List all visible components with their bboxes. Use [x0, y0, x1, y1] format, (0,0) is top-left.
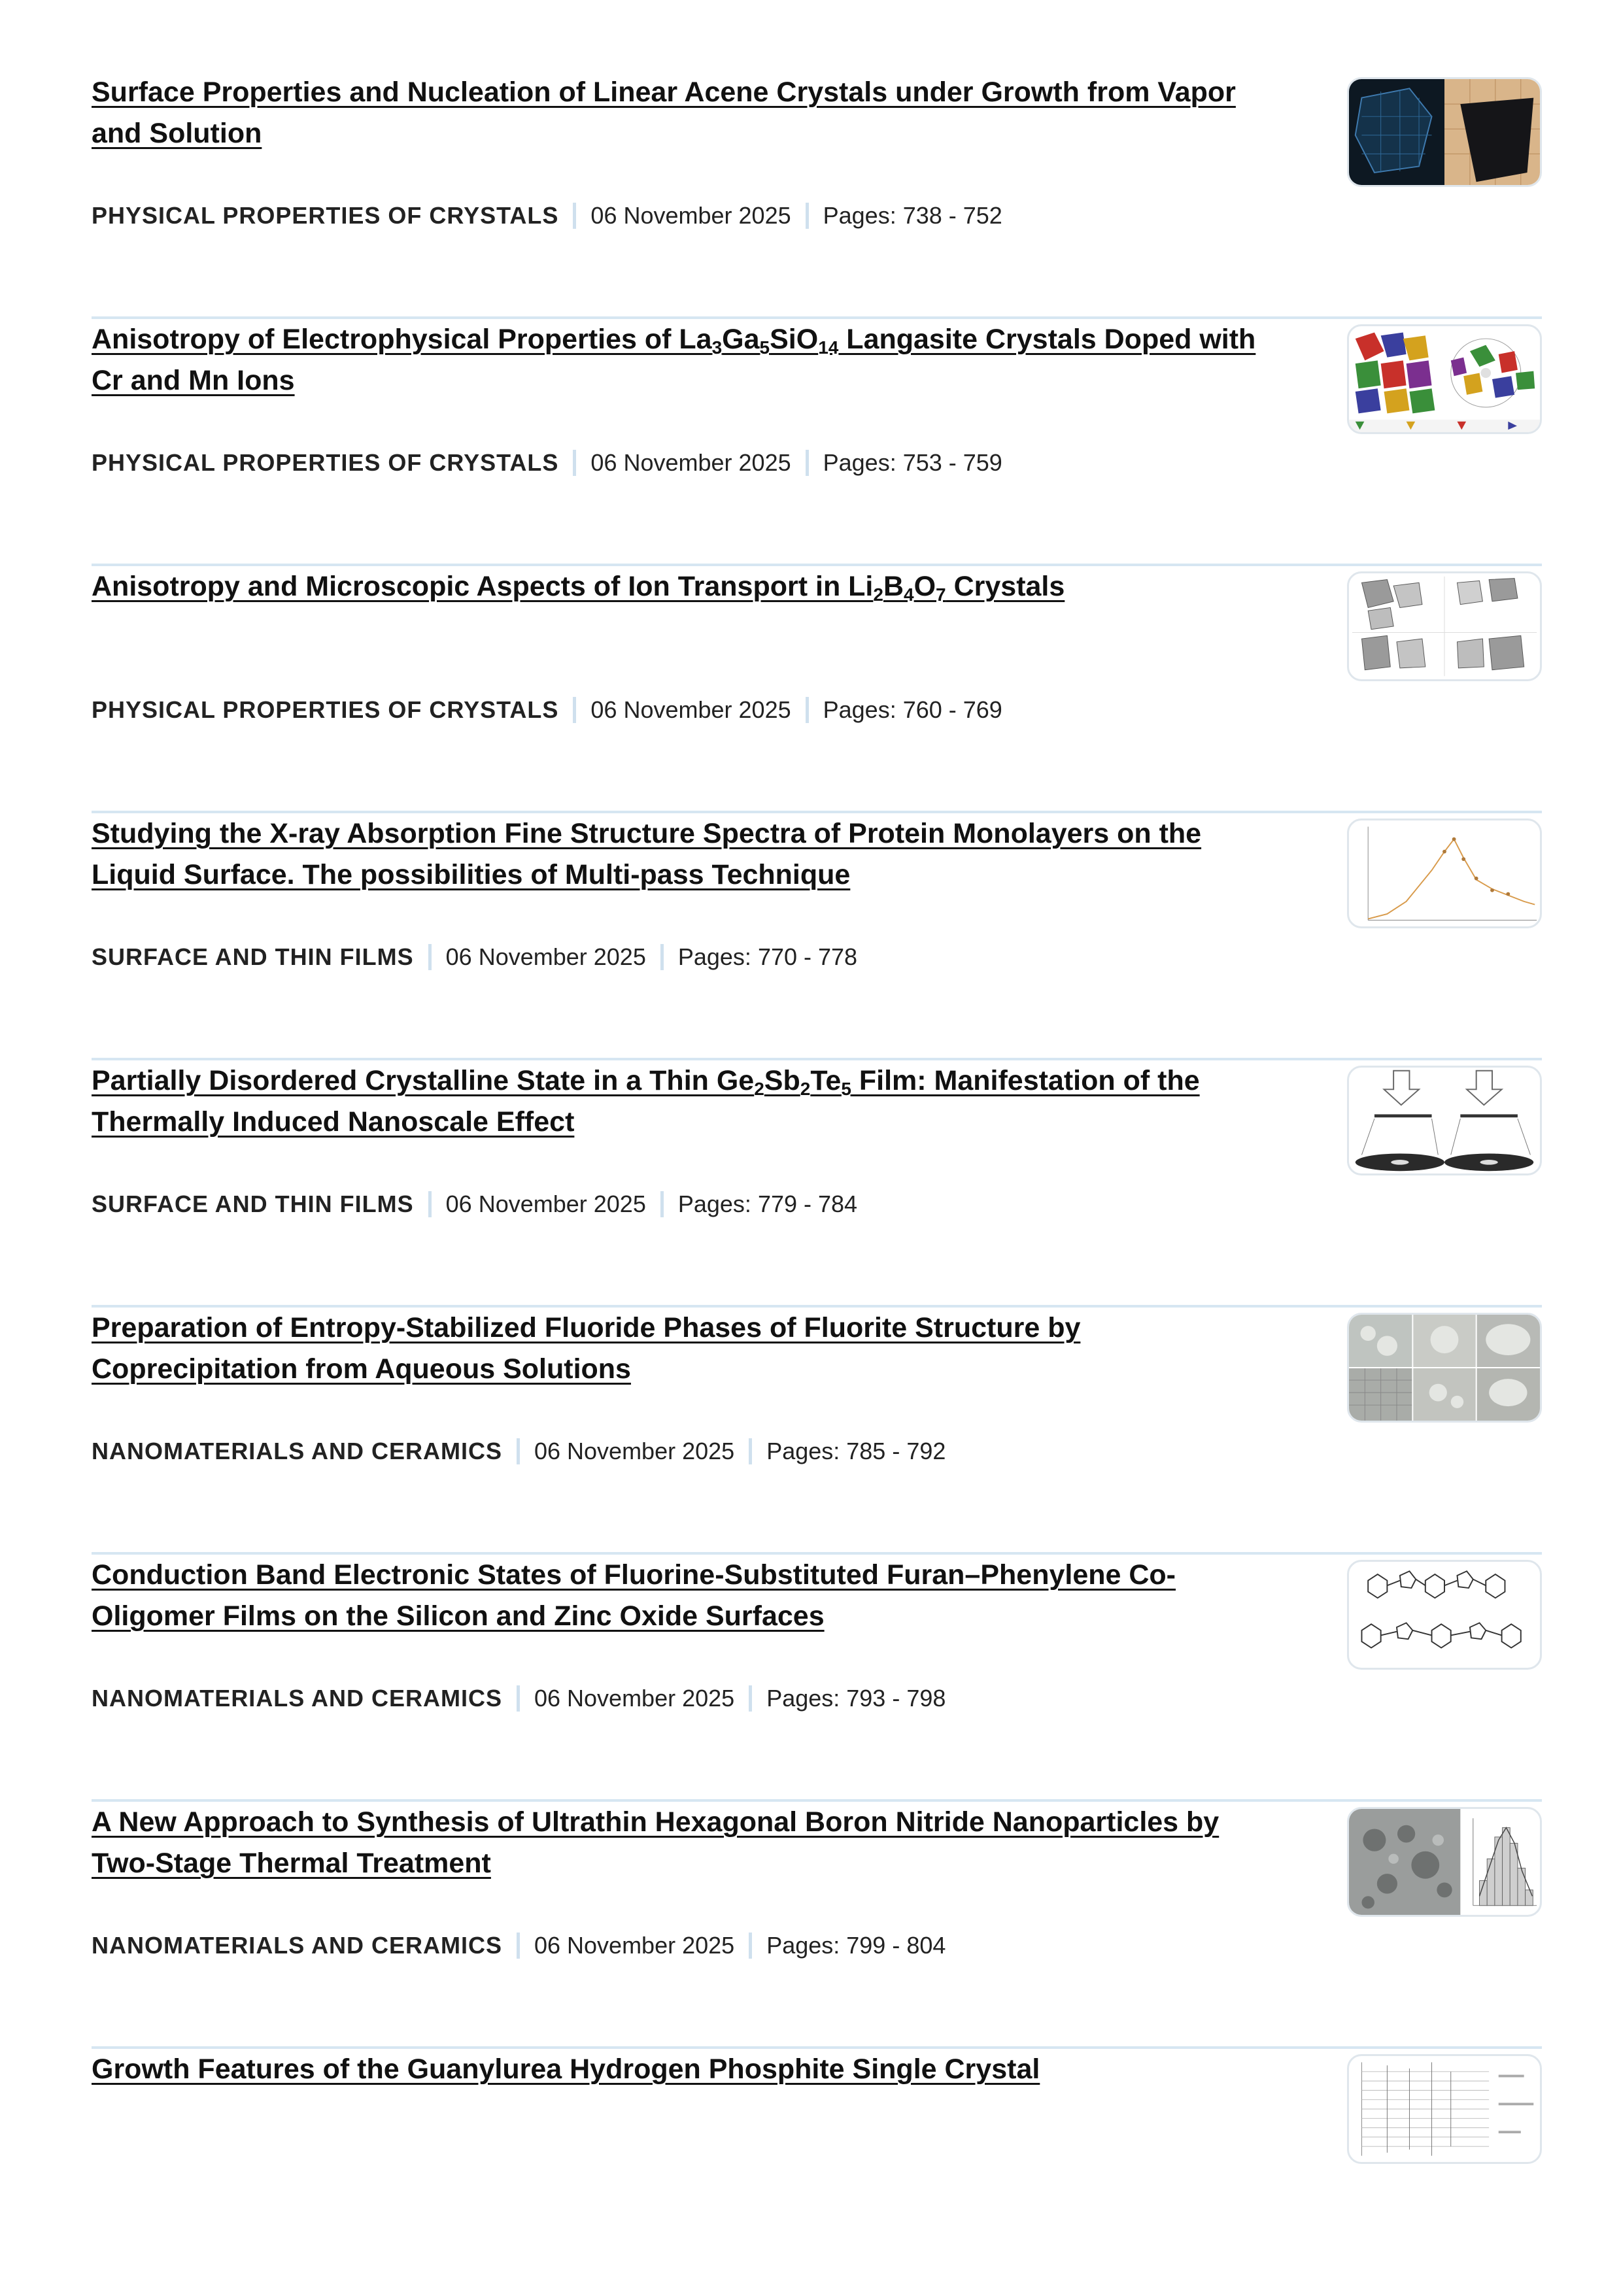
meta-divider — [806, 450, 809, 476]
article-list — [92, 72, 1542, 2296]
article-category[interactable]: NANOMATERIALS AND CERAMICS — [92, 1685, 502, 1712]
article-item — [92, 566, 1542, 813]
article-title — [92, 1555, 1282, 1637]
article-meta — [92, 1190, 857, 1219]
article-meta — [92, 696, 1002, 724]
article-pages: Pages: 753 - 759 — [823, 449, 1002, 476]
article-date: 06 November 2025 — [590, 202, 791, 229]
article-meta — [92, 1684, 946, 1713]
meta-divider — [428, 1191, 432, 1217]
article-title — [92, 813, 1282, 896]
article-category[interactable]: PHYSICAL PROPERTIES OF CRYSTALS — [92, 449, 559, 476]
article-item — [92, 2049, 1542, 2296]
micrograph-grid-thumbnail[interactable] — [1347, 1313, 1542, 1423]
article-title-link[interactable]: Partially Disordered Crystalline State in a Thin $Ge_2Sb_2Te_5$ Film: Manifestation of the Thermally Induced Nanoscale Effect — [92, 1065, 1200, 1138]
article-title — [92, 566, 1282, 607]
article-category[interactable]: SURFACE AND THIN FILMS — [92, 1190, 414, 1217]
meta-divider — [749, 1933, 752, 1959]
meta-divider — [428, 944, 432, 970]
article-date: 06 November 2025 — [590, 696, 791, 723]
meta-divider — [517, 1438, 520, 1464]
meta-divider — [517, 1685, 520, 1712]
article-date: 06 November 2025 — [445, 943, 646, 970]
article-category[interactable]: PHYSICAL PROPERTIES OF CRYSTALS — [92, 202, 559, 229]
article-pages: Pages: 793 - 798 — [766, 1685, 946, 1712]
meta-divider — [660, 944, 664, 970]
article-title-link[interactable]: Studying the X-ray Absorption Fine Structure Spectra of Protein Monolayers on the Liquid Surface. The possibilities of Multi-pass Technique — [92, 818, 1202, 890]
film-schematic-thumbnail[interactable] — [1347, 1066, 1542, 1175]
lattice-diagram-thumbnail[interactable] — [1347, 571, 1542, 681]
spectrum-plot-thumbnail[interactable] — [1347, 819, 1542, 928]
meta-divider — [573, 450, 576, 476]
article-date: 06 November 2025 — [534, 1685, 735, 1712]
article-item — [92, 813, 1542, 1060]
article-title — [92, 1060, 1282, 1143]
article-title — [92, 319, 1282, 401]
article-meta — [92, 1437, 946, 1466]
article-title-link[interactable]: Anisotropy and Microscopic Aspects of Ion Transport in $Li_2B_4O_7$ Crystals — [92, 571, 1065, 605]
meta-divider — [573, 203, 576, 229]
article-pages: Pages: 799 - 804 — [766, 1932, 946, 1959]
article-title — [92, 1802, 1282, 1884]
article-title — [92, 1308, 1282, 1390]
article-title-link[interactable]: Surface Properties and Nucleation of Linear Acene Crystals under Growth from Vapor and Solution — [92, 76, 1236, 149]
meta-divider — [749, 1685, 752, 1712]
polyhedra-structure-thumbnail[interactable] — [1347, 324, 1542, 434]
meta-divider — [806, 203, 809, 229]
article-item — [92, 1555, 1542, 1802]
article-title-link[interactable]: A New Approach to Synthesis of Ultrathin Hexagonal Boron Nitride Nanoparticles by Two-Stage Thermal Treatment — [92, 1806, 1220, 1879]
article-category[interactable]: SURFACE AND THIN FILMS — [92, 943, 414, 970]
article-title — [92, 72, 1282, 154]
meta-divider — [749, 1438, 752, 1464]
article-title-link[interactable]: Conduction Band Electronic States of Fluorine-Substituted Furan–Phenylene Co-Oligomer Films on the Silicon and Zinc Oxide Surfaces — [92, 1559, 1176, 1632]
article-pages: Pages: 738 - 752 — [823, 202, 1002, 229]
article-date: 06 November 2025 — [534, 1438, 735, 1464]
meta-divider — [660, 1191, 664, 1217]
molecule-structure-thumbnail[interactable] — [1347, 1560, 1542, 1670]
article-date: 06 November 2025 — [445, 1190, 646, 1217]
article-item — [92, 1060, 1542, 1308]
article-category[interactable]: NANOMATERIALS AND CERAMICS — [92, 1932, 502, 1959]
diffraction-pattern-thumbnail[interactable] — [1347, 2054, 1542, 2164]
article-title-link[interactable]: Growth Features of the Guanylurea Hydrogen Phosphite Single Crystal — [92, 2053, 1040, 2085]
article-meta — [92, 201, 1002, 230]
meta-divider — [573, 697, 576, 723]
article-date: 06 November 2025 — [590, 449, 791, 476]
tem-histogram-thumbnail[interactable] — [1347, 1807, 1542, 1917]
article-title — [92, 2049, 1282, 2090]
article-pages: Pages: 770 - 778 — [677, 943, 858, 970]
article-pages: Pages: 779 - 784 — [677, 1190, 858, 1217]
crystal-photo-thumbnail[interactable] — [1347, 77, 1542, 187]
article-category[interactable]: PHYSICAL PROPERTIES OF CRYSTALS — [92, 696, 559, 723]
article-item — [92, 1308, 1542, 1555]
article-item — [92, 72, 1542, 319]
article-category[interactable]: NANOMATERIALS AND CERAMICS — [92, 1438, 502, 1464]
meta-divider — [806, 697, 809, 723]
article-date: 06 November 2025 — [534, 1932, 735, 1959]
article-meta — [92, 448, 1002, 477]
article-title-link[interactable]: Anisotropy of Electrophysical Properties of $La_3Ga_5SiO_{14}$ Langasite Crystals Doped with Cr and Mn Ions — [92, 324, 1256, 396]
article-meta — [92, 1931, 946, 1960]
article-pages: Pages: 785 - 792 — [766, 1438, 946, 1464]
article-title-link[interactable]: Preparation of Entropy-Stabilized Fluoride Phases of Fluorite Structure by Coprecipitation from Aqueous Solutions — [92, 1312, 1081, 1385]
article-item — [92, 1802, 1542, 2049]
meta-divider — [517, 1933, 520, 1959]
article-item — [92, 319, 1542, 566]
article-meta — [92, 943, 857, 971]
article-pages: Pages: 760 - 769 — [823, 696, 1002, 723]
